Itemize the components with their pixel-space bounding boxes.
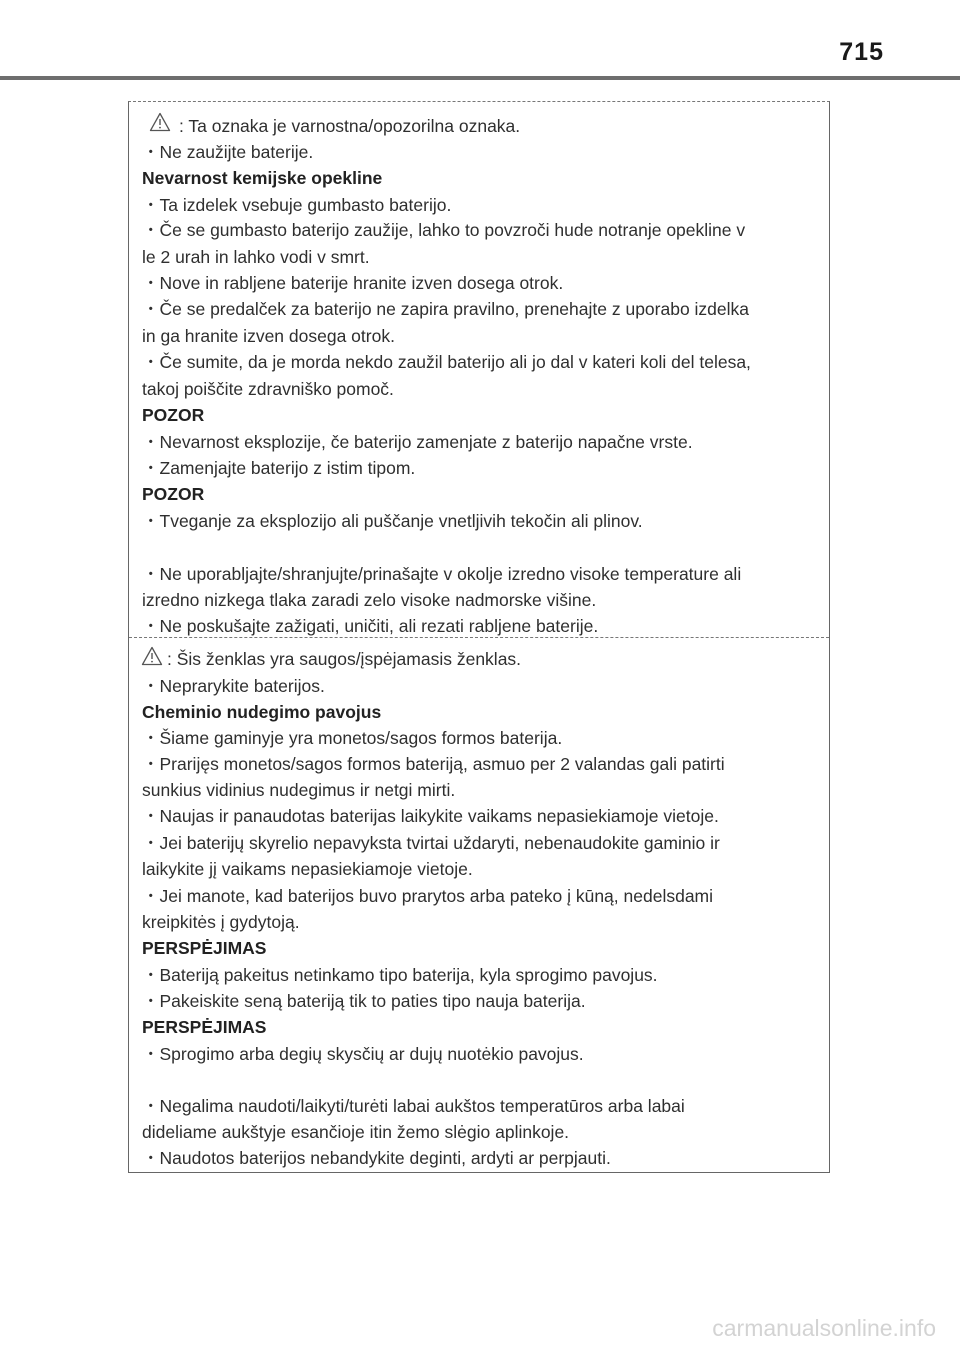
warning-line: ・Prarijęs monetos/sagos formos bateriją, asmuo per 2 valandas gali patirti [142, 754, 725, 774]
header-rule [0, 76, 960, 80]
warning-line: ・Bateriją pakeitus netinkamo tipo baterija, kyla sprogimo pavojus. [142, 965, 658, 985]
warning-line: ・Ne poskušajte zažigati, uničiti, ali rezati rabljene baterije. [142, 616, 599, 636]
symbol-explanation: : Šis ženklas yra saugos/įspėjamasis ženklas. [167, 649, 522, 669]
warning-line: ・Sprogimo arba degių skysčių ar dujų nuotėkio pavojus. [142, 1044, 584, 1064]
warning-line: takoj poiščite zdravniško pomoč. [142, 379, 394, 399]
warning-line: dideliame aukštyje esančioje itin žemo slėgio aplinkoje. [142, 1122, 570, 1142]
warning-line: ・Ne uporabljajte/shranjujte/prinašajte v okolje izredno visoke temperature ali [142, 564, 742, 584]
warning-line: ・Naudotos baterijos nebandykite deginti, ardyti ar perpjauti. [142, 1148, 611, 1168]
warning-line: ・Zamenjajte baterijo z istim tipom. [142, 458, 416, 478]
warning-line: le 2 urah in lahko vodi v smrt. [142, 247, 370, 267]
warning-line: ・Če se gumbasto baterijo zaužije, lahko to povzroči hude notranje opekline v [142, 220, 746, 240]
warning-line: ・Naujas ir panaudotas baterijas laikykite vaikams nepasiekiamoje vietoje. [142, 806, 719, 826]
warning-triangle-icon [149, 112, 169, 130]
warning-line: ・Ne zaužijte baterije. [142, 142, 314, 162]
warning-line: ・Jei manote, kad baterijos buvo prarytos arba pateko į kūną, nedelsdami [142, 886, 714, 906]
warning-line: izredno nizkega tlaka zaradi zelo visoke nadmorske višine. [142, 590, 597, 610]
warning-line: ・Jei baterijų skyrelio nepavyksta tvirtai uždaryti, nebenaudokite gaminio ir [142, 833, 720, 853]
warning-heading: Nevarnost kemijske opekline [142, 168, 383, 188]
page-number: 715 [839, 38, 884, 66]
warning-line: ・Tveganje za eksplozijo ali puščanje vnetljivih tekočin ali plinov. [142, 511, 643, 531]
warning-heading: Cheminio nudegimo pavojus [142, 702, 382, 722]
warning-line: kreipkitės į gydytoją. [142, 912, 300, 932]
warning-heading: PERSPĖJIMAS [142, 938, 267, 958]
warning-line: ・Negalima naudoti/laikyti/turėti labai aukštos temperatūros arba labai [142, 1096, 685, 1116]
warning-line: ・Nove in rabljene baterije hranite izven dosega otrok. [142, 273, 564, 293]
warning-line: ・Ta izdelek vsebuje gumbasto baterijo. [142, 195, 452, 215]
warning-line: ・Pakeiskite seną bateriją tik to paties tipo nauja baterija. [142, 991, 586, 1011]
lithuanian-warning-section [129, 637, 829, 1168]
warning-heading: PERSPĖJIMAS [142, 1017, 267, 1037]
warning-triangle-icon [141, 646, 161, 664]
warning-heading: POZOR [142, 484, 205, 504]
warning-line: ・Nevarnost eksplozije, če baterijo zamenjate z baterijo napačne vrste. [142, 432, 693, 452]
warning-line: ・Neprarykite baterijos. [142, 676, 325, 696]
warning-line: ・Če se predalček za baterijo ne zapira pravilno, prenehajte z uporabo izdelka [142, 299, 750, 319]
warning-line: sunkius vidinius nudegimus ir netgi mirti. [142, 780, 456, 800]
symbol-explanation: : Ta oznaka je varnostna/opozorilna oznaka. [179, 116, 521, 136]
warning-line: laikykite jį vaikams nepasiekiamoje vietoje. [142, 859, 473, 879]
warning-line: ・Šiame gaminyje yra monetos/sagos formos baterija. [142, 728, 563, 748]
watermark-text: carmanualsonline.info [712, 1315, 936, 1341]
warning-line: in ga hranite izven dosega otrok. [142, 326, 395, 346]
warning-line: ・Če sumite, da je morda nekdo zaužil baterijo ali jo dal v kateri koli del telesa, [142, 352, 751, 372]
warning-box [128, 101, 830, 1173]
warning-heading: POZOR [142, 405, 205, 425]
